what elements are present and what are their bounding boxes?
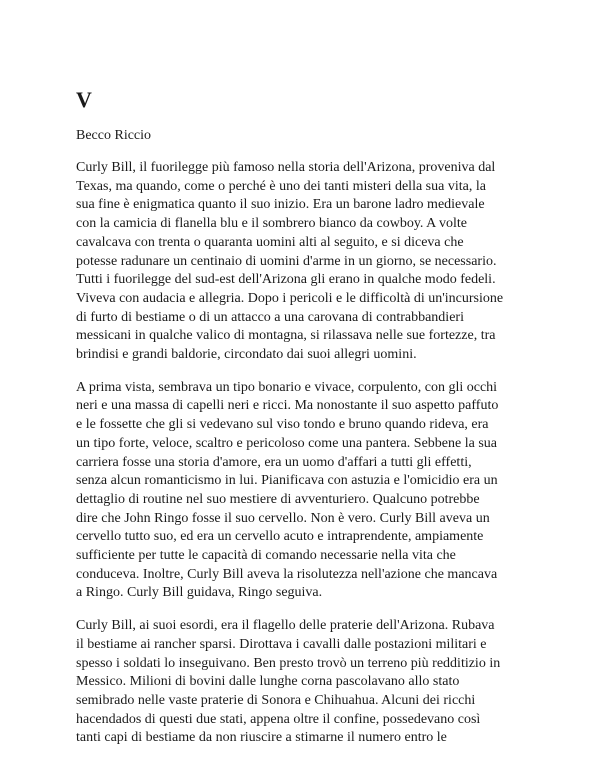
text-line: messicani in qualche valico di montagna, si rilassava nelle sue fortezze, tra (76, 328, 496, 344)
text-line: Messico. Milioni di bovini dalle lunghe corna pascolavano allo stato (76, 674, 460, 690)
text-line: dettaglio di routine nel suo mestiere di avventuriero. Qualcuno potrebbe (76, 491, 480, 507)
text-line: Texas, ma quando, come o perché è uno dei tanti misteri della sua vita, la (76, 178, 486, 194)
text-line: cervello tutto suo, ed era un cervello acuto e intraprendente, ampiamente (76, 529, 484, 545)
text-line: semibrado nelle vaste praterie di Sonora e Chihuahua. Alcuni dei ricchi (76, 692, 476, 708)
text-line: Curly Bill, il fuorilegge più famoso nella storia dell'Arizona, proveniva dal (76, 160, 496, 175)
text-line: Curly Bill, ai suoi esordi, era il flagello delle praterie dell'Arizona. Rubava (76, 618, 495, 634)
text-line: tanti capi di bestiame da non riuscire a stimarne il numero entro le (76, 730, 447, 746)
text-line: e le fossette che gli si vedevano sul viso tondo e bruno quando rideva, era (76, 417, 489, 433)
text-line: a Ringo. Curly Bill guidava, Ringo seguiva. (76, 585, 323, 601)
text-line: conduceva. Inoltre, Curly Bill aveva la risolutezza nell'azione che mancava (76, 566, 498, 582)
text-line: potesse radunare un centinaio di uomini d'arme in un giorno, se necessario. (76, 253, 497, 269)
text-line: dire che John Ringo fosse il suo cervello. Non è vero. Curly Bill aveva un (76, 510, 490, 526)
text-line: il bestiame ai rancher sparsi. Dirottava i cavalli dalle postazioni militari e (76, 636, 487, 652)
text-line: di furto di bestiame o di un attacco a una carovana di contrabbandieri (76, 309, 464, 325)
document-page (76, 88, 546, 762)
text-line: senza alcun romanticismo in lui. Pianificava con astuzia e l'omicidio era un (76, 473, 498, 489)
text-line: Tutti i fuorilegge del sud-est dell'Arizona gli erano in qualche modo fedeli. (76, 272, 496, 288)
text-line: A prima vista, sembrava un tipo bonario e vivace, corpulento, con gli occhi (76, 379, 498, 395)
text-line: hacendados di questi due stati, appena oltre il confine, possedevano così (76, 711, 481, 727)
text-line: sufficiente per tutte le capacità di comando necessarie nella vita che (76, 548, 456, 564)
text-line: sua fine è enigmatica quanto il suo inizio. Era un barone ladro medievale (76, 197, 485, 213)
paragraph (76, 159, 546, 365)
paragraph (76, 617, 546, 748)
text-line: spesso i soldati lo inseguivano. Ben presto trovò un terreno più redditizio in (76, 655, 501, 671)
text-line: brindisi e grandi baldorie, circondato dai suoi allegri uomini. (76, 347, 417, 363)
body-text (76, 159, 546, 748)
paragraph (76, 379, 546, 603)
text-line: un tipo forte, veloce, scaltro e pericoloso come una pantera. Sebbene la sua (76, 435, 498, 451)
chapter-title: Becco Riccio (76, 128, 152, 143)
text-line: con la camicia di flanella blu e il sombrero bianco da cowboy. A volte (76, 216, 467, 232)
text-line: carriera fosse una storia d'amore, era un uomo d'affari a tutti gli effetti, (76, 454, 472, 470)
text-line: cavalcava con trenta o quaranta uomini alti al seguito, e si diceva che (76, 234, 464, 250)
text-line: Viveva con audacia e allegria. Dopo i pericoli e le difficoltà di un'incursione (76, 290, 504, 306)
chapter-number: V (76, 87, 92, 112)
text-line: neri e una massa di capelli neri e ricci. Ma nonostante il suo aspetto paffuto (76, 398, 499, 414)
